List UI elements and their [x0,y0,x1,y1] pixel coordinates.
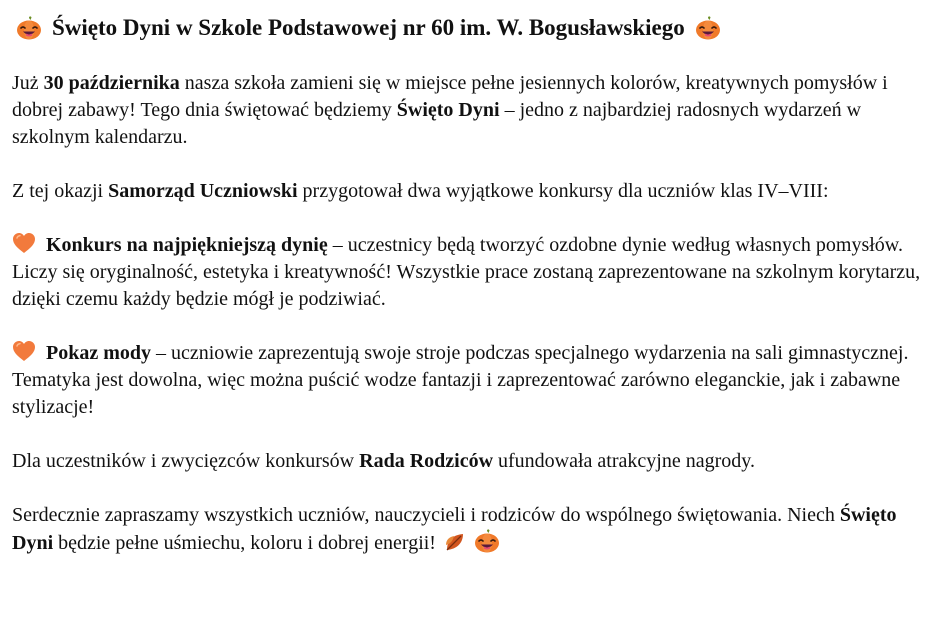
event-date: 30 października [43,72,180,94]
sponsor-name: Rada Rodziców [359,450,494,472]
pumpkin-icon [695,16,721,40]
event-name: Święto Dyni [396,99,500,121]
leaves-icon [444,531,466,553]
prizes-paragraph: Dla uczestników i zwycięzców konkursów Rada Rodziców ufundowała atrakcyjne nagrody. [12,450,755,472]
organizer-paragraph: Z tej okazji Samorząd Uczniowski przygotował dwa wyjątkowe konkursy dla uczniów klas IV–VIII: [12,180,829,202]
document-title [16,12,922,44]
contest-title: Pokaz mody [46,342,151,364]
heart-icon [12,232,36,254]
contest-title: Konkurs na najpiękniejszą dynię [46,234,328,256]
event-name: Święto Dyni [12,504,897,554]
contest-pumpkin-paragraph: Konkurs na najpiękniejszą dynię – uczestnicy będą tworzyć ozdobne dynie według własnych pomysłów. Liczy się oryginalność, estetyka i kreatywność! Wszystkie prace zostaną zaprezentowane na szkolnym korytarzu, dzięki czemu każdy będzie mógł je podziwiać. [12,234,921,310]
organizer-name: Samorząd Uczniowski [108,180,298,202]
contest-fashion-paragraph: Pokaz mody – uczniowie zaprezentują swoje stroje podczas specjalnego wydarzenia na sali gimnastycznej. Tematyka jest dowolna, więc można puścić wodze fantazji i zaprezentować zarówno eleganckie, jak i zabawne stylizacje! [12,342,909,418]
title-text: Święto Dyni w Szkole Podstawowej nr 60 im. W. Bogusławskiego [52,15,685,40]
pumpkin-icon [16,16,42,40]
heart-icon [12,340,36,362]
pumpkin-icon [474,529,500,553]
invitation-paragraph: Serdecznie zapraszamy wszystkich uczniów, nauczycieli i rodziców do wspólnego świętowania. Niech Święto Dyni będzie pełne uśmiechu, koloru i dobrej energii! [12,504,897,554]
intro-paragraph: Już 30 października nasza szkoła zamieni się w miejsce pełne jesiennych kolorów, kreatywnych pomysłów i dobrej zabawy! Tego dnia świętować będziemy Święto Dyni – jedno z najbardziej radosnych wydarzeń w szkolnym kalendarzu. [12,72,888,148]
